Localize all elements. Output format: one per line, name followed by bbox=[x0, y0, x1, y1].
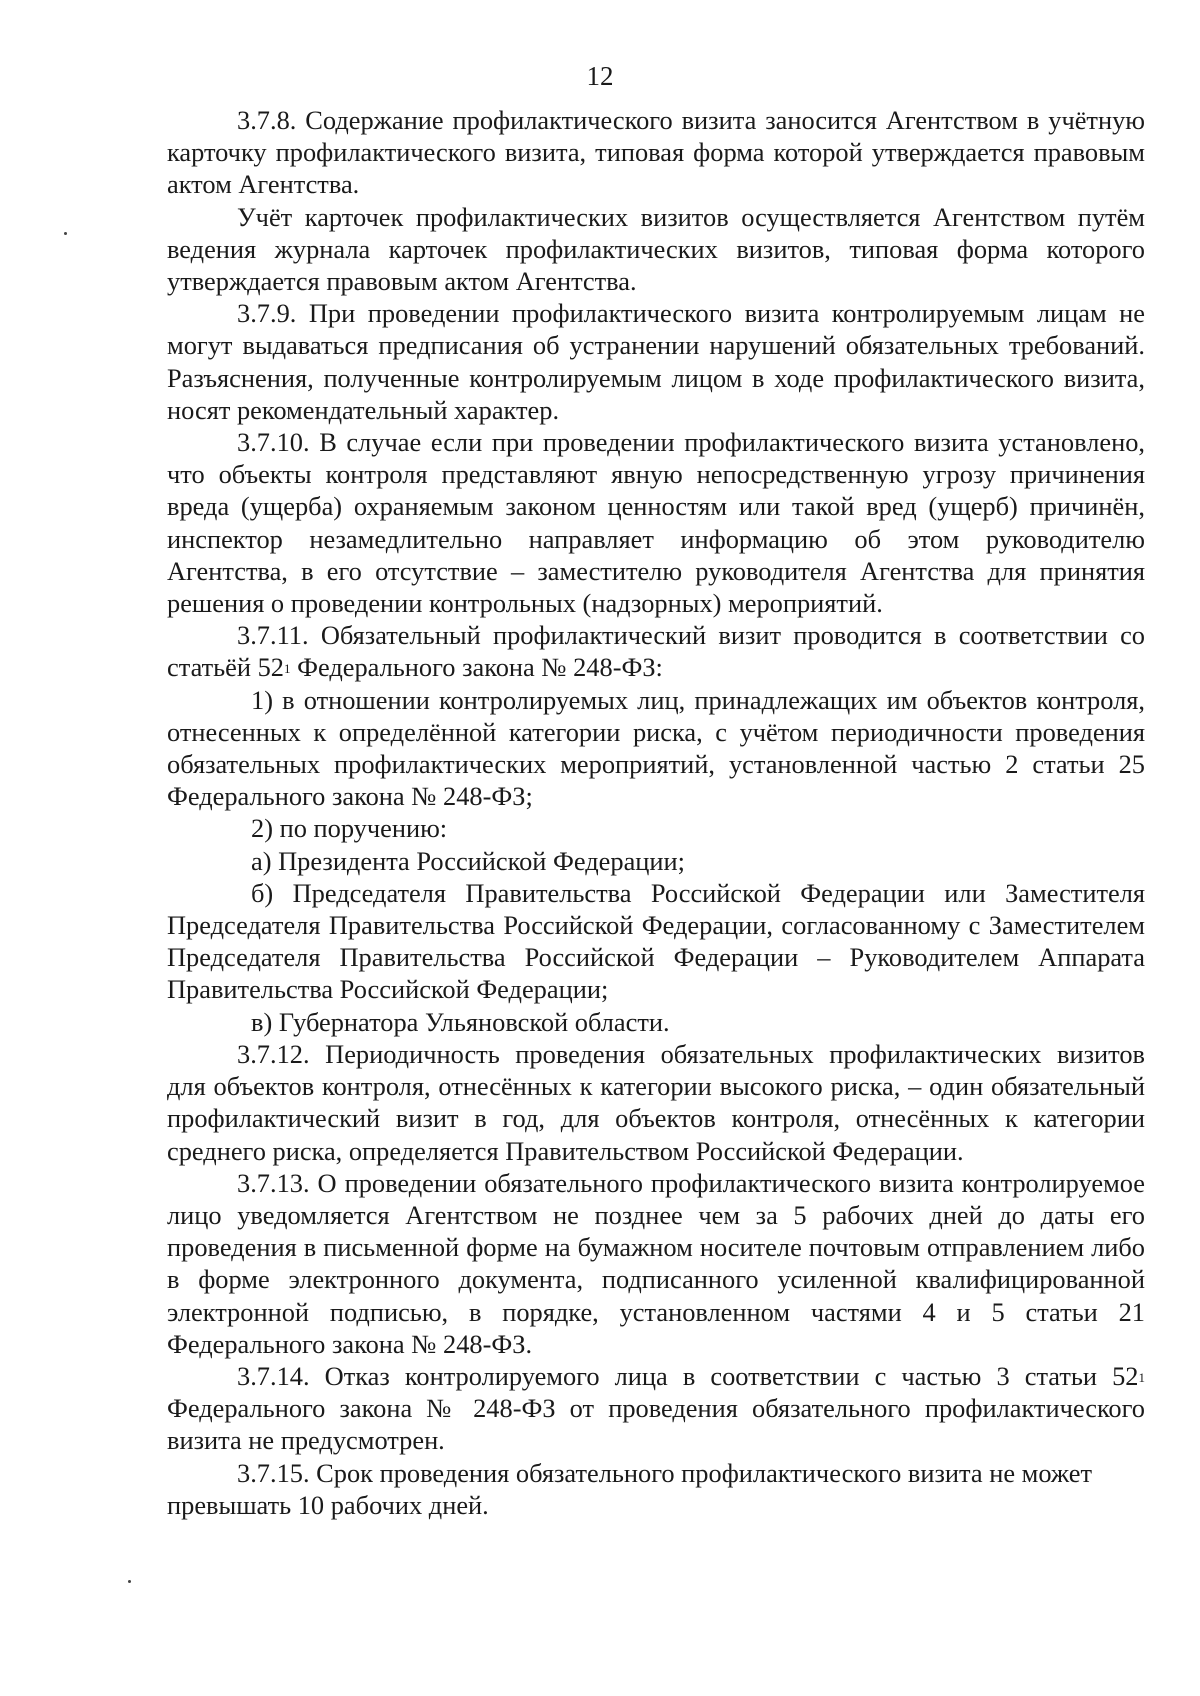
paragraph-3-7-14 bbox=[167, 1360, 1145, 1457]
paragraph-3-7-11 bbox=[167, 619, 1145, 683]
list-item-v: в) Губернатора Ульяновской области. bbox=[251, 1006, 670, 1037]
paragraph-3-7-9: 3.7.9. При проведении профилактического визита контролируемым лицам не могут выдаваться предписания об устранении нарушений обязательных требований. Разъяснения, полученные контролируемым лицом в ходе профилактического визита, носят рекомендательный характер. bbox=[167, 298, 1145, 425]
list-item-a: а) Президента Российской Федерации; bbox=[251, 845, 685, 876]
paragraph-journal: Учёт карточек профилактических визитов осуществляется Агентством путём ведения журнала карточек профилактических визитов, типовая форма которого утверждается правовым актом Агентства. bbox=[167, 201, 1145, 297]
paragraph-3-7-15: 3.7.15. Срок проведения обязательного профилактического визита не может превышать 10 рабочих дней. bbox=[167, 1457, 1093, 1520]
paragraph-3-7-10: 3.7.10. В случае если при проведении профилактического визита установлено, что объекты контроля представляют явную непосредственную угрозу причинения вреда (ущерба) охраняемым законом ценностям или такой вред (ущерб) причинён, инспектор незамедлительно направляет информацию об этом руководителю Агентства, в его отсутствие – заместителю руководителя Агентства для принятия решения о проведении контрольных (надзорных) мероприятий. bbox=[167, 427, 1145, 619]
paragraph-3-7-14-text: 3.7.14. Отказ контролируемого лица в соответствии с частью 3 статьи 52 bbox=[237, 1360, 1139, 1391]
scan-speck bbox=[64, 232, 67, 235]
paragraph-3-7-11-text: 3.7.11. Обязательный профилактический визит проводится в соответствии со статьёй 52 bbox=[167, 620, 1145, 683]
list-item-b: б) Председателя Правительства Российской Федерации или Заместителя Председателя Правительства Российской Федерации, согласованному с Заместителем Председателя Правительства Российской Федерации – Руководителем Аппарата Правительства Российской Федерации; bbox=[167, 877, 1145, 1005]
list-item-2: 2) по поручению: bbox=[251, 813, 448, 844]
scan-speck bbox=[128, 1580, 131, 1583]
superscript-index: 1 bbox=[1138, 1369, 1145, 1385]
document-body bbox=[167, 104, 1145, 1521]
paragraph-3-7-8: 3.7.8. Содержание профилактического визита заносится Агентством в учётную карточку профилактического визита, типовая форма которой утверждается правовым актом Агентства. bbox=[167, 105, 1145, 200]
paragraph-3-7-14-tail: Федерального закона № 248-ФЗ от проведения обязательного профилактического визита не предусмотрен. bbox=[167, 1393, 1145, 1456]
paragraph-3-7-12: 3.7.12. Периодичность проведения обязательных профилактических визитов для объектов контроля, отнесённых к категории высокого риска, – один обязательный профилактический визит в год, для объектов контроля, отнесённых к категории среднего риска, определяется Правительством Российской Федерации. bbox=[167, 1038, 1145, 1166]
paragraph-3-7-13: 3.7.13. О проведении обязательного профилактического визита контролируемое лицо уведомляется Агентством не позднее чем за 5 рабочих дней до даты его проведения в письменной форме на бумажном носителе почтовым отправлением либо в форме электронного документа, подписанного усиленной квалифицированной электронной подписью, в порядке, установленном частями 4 и 5 статьи 21 Федерального закона № 248-ФЗ. bbox=[167, 1167, 1145, 1359]
paragraph-3-7-11-tail: Федерального закона № 248-ФЗ: bbox=[290, 652, 663, 683]
page-number: 12 bbox=[586, 61, 614, 91]
list-item-1: 1) в отношении контролируемых лиц, принадлежащих им объектов контроля, отнесенных к определённой категории риска, с учётом периодичности проведения обязательных профилактических мероприятий, установленной частью 2 статьи 25 Федерального закона № 248-ФЗ; bbox=[167, 684, 1145, 812]
superscript-index: 1 bbox=[284, 661, 291, 677]
